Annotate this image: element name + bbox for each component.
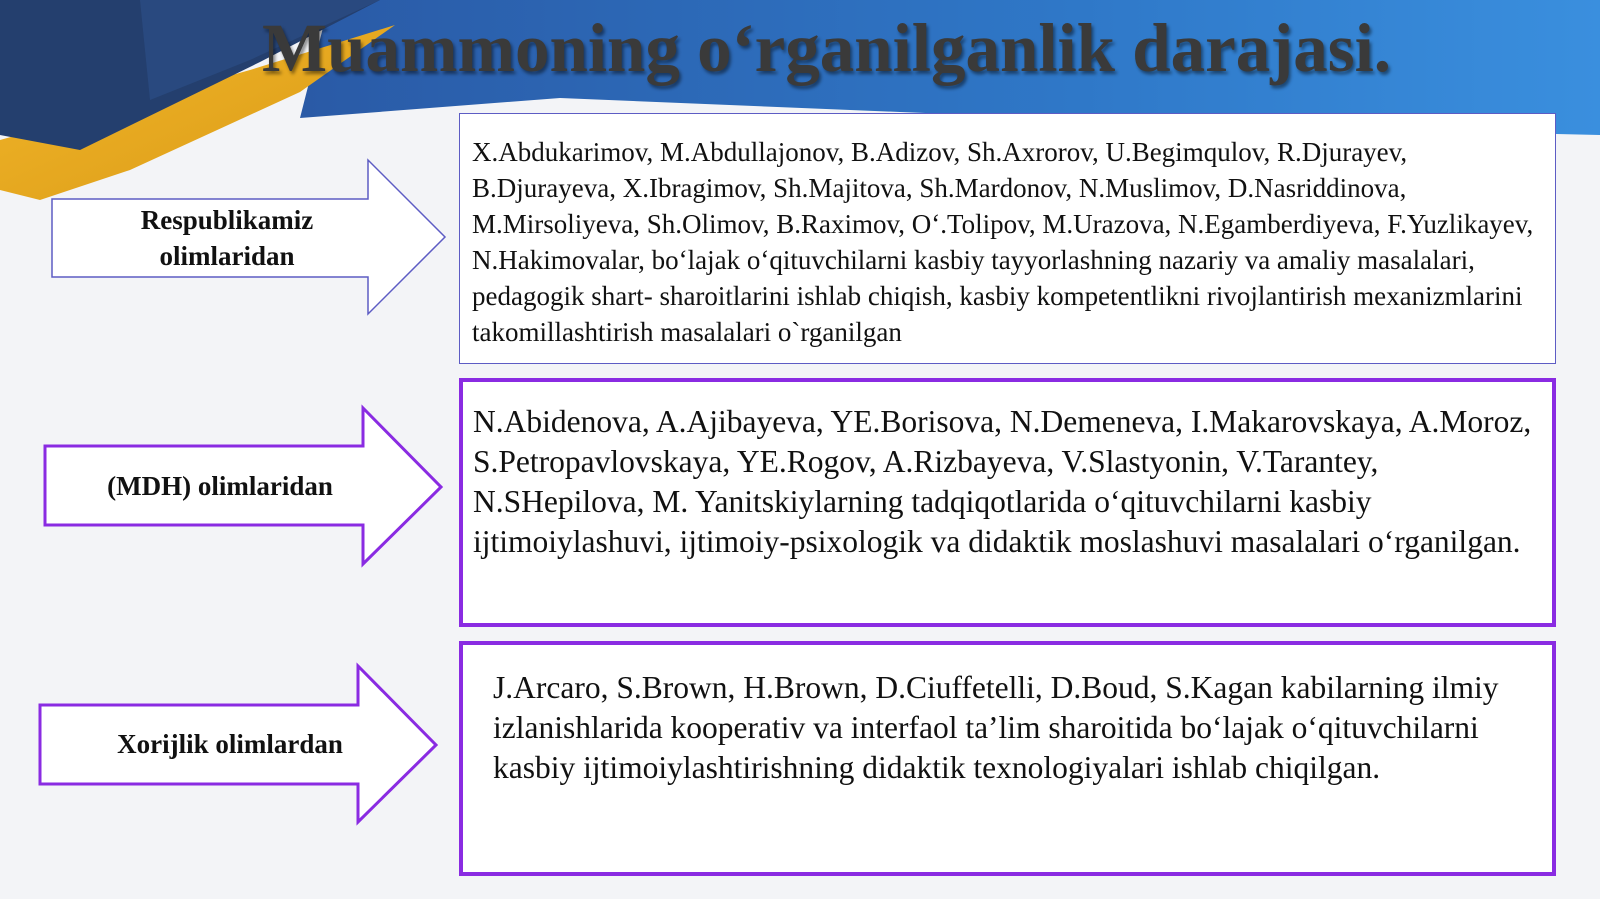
text-local-scholars: X.Abdukarimov, M.Abdullajonov, B.Adizov, Sh.Axrorov, U.Begimqulov, R.Djurayev, B.Djurayeva, X.Ibragimov, Sh.Majitova, Sh.Mardonov, N.Muslimov, D.Nasriddinova, M.Mirsoliyeva, Sh.Olimov, B.Raximov, O‘.Tolipov, M.Urazova, N.Egamberdiyeva, F.Yuzlikayev, N.Hakimovalar, bo‘lajak o‘qituvchilarni kasbiy tayyorlashning nazariy va amaliy masalalari, pedagogik shart- sharoitlarini ishlab chiqish, kasbiy kompetentlikni rivojlantirish mexanizmlarini takomillashtirish masalalari o`rganilgan	[472, 137, 1534, 347]
slide-title: Muammoning o‘rganilganlik darajasi.	[262, 10, 1392, 86]
arrow-local-scholars	[52, 160, 447, 315]
arrow-foreign-scholars	[40, 666, 438, 824]
text-cis-scholars: N.Abidenova, A.Ajibayeva, YE.Borisova, N.Demeneva, I.Makarovskaya, A.Moroz, S.Petropavlovskaya, YE.Rogov, A.Rizbayeva, V.Slastyonin, V.Tarantey, N.SHepilova, M. Yanitskiylarning tadqiqotlarida o‘qituvchilarni kasbiy ijtimoiylashuvi, ijtimoiy-psixologik va didaktik moslashuvi masalalari o‘rganilgan.	[473, 404, 1532, 559]
arrow-label-foreign: Xorijlik olimlardan	[117, 729, 343, 759]
arrow-label-cis: (MDH) olimlaridan	[107, 471, 333, 501]
text-box-cis	[459, 378, 1556, 627]
arrow-cis-scholars	[45, 408, 443, 566]
text-box-foreign	[459, 641, 1556, 876]
text-box-local	[459, 113, 1556, 364]
text-foreign-scholars: J.Arcaro, S.Brown, H.Brown, D.Ciuffetelli, D.Boud, S.Kagan kabilarning ilmiy izlanishlarida kooperativ va interfaol ta’lim sharoitida bo‘lajak o‘qituvchilarni kasbiy ijtimoiylashtirishning didaktik texnologiyalari ishlab chiqilgan.	[493, 670, 1499, 785]
arrow-label-local: Respublikamiz olimlaridan	[140, 205, 314, 271]
